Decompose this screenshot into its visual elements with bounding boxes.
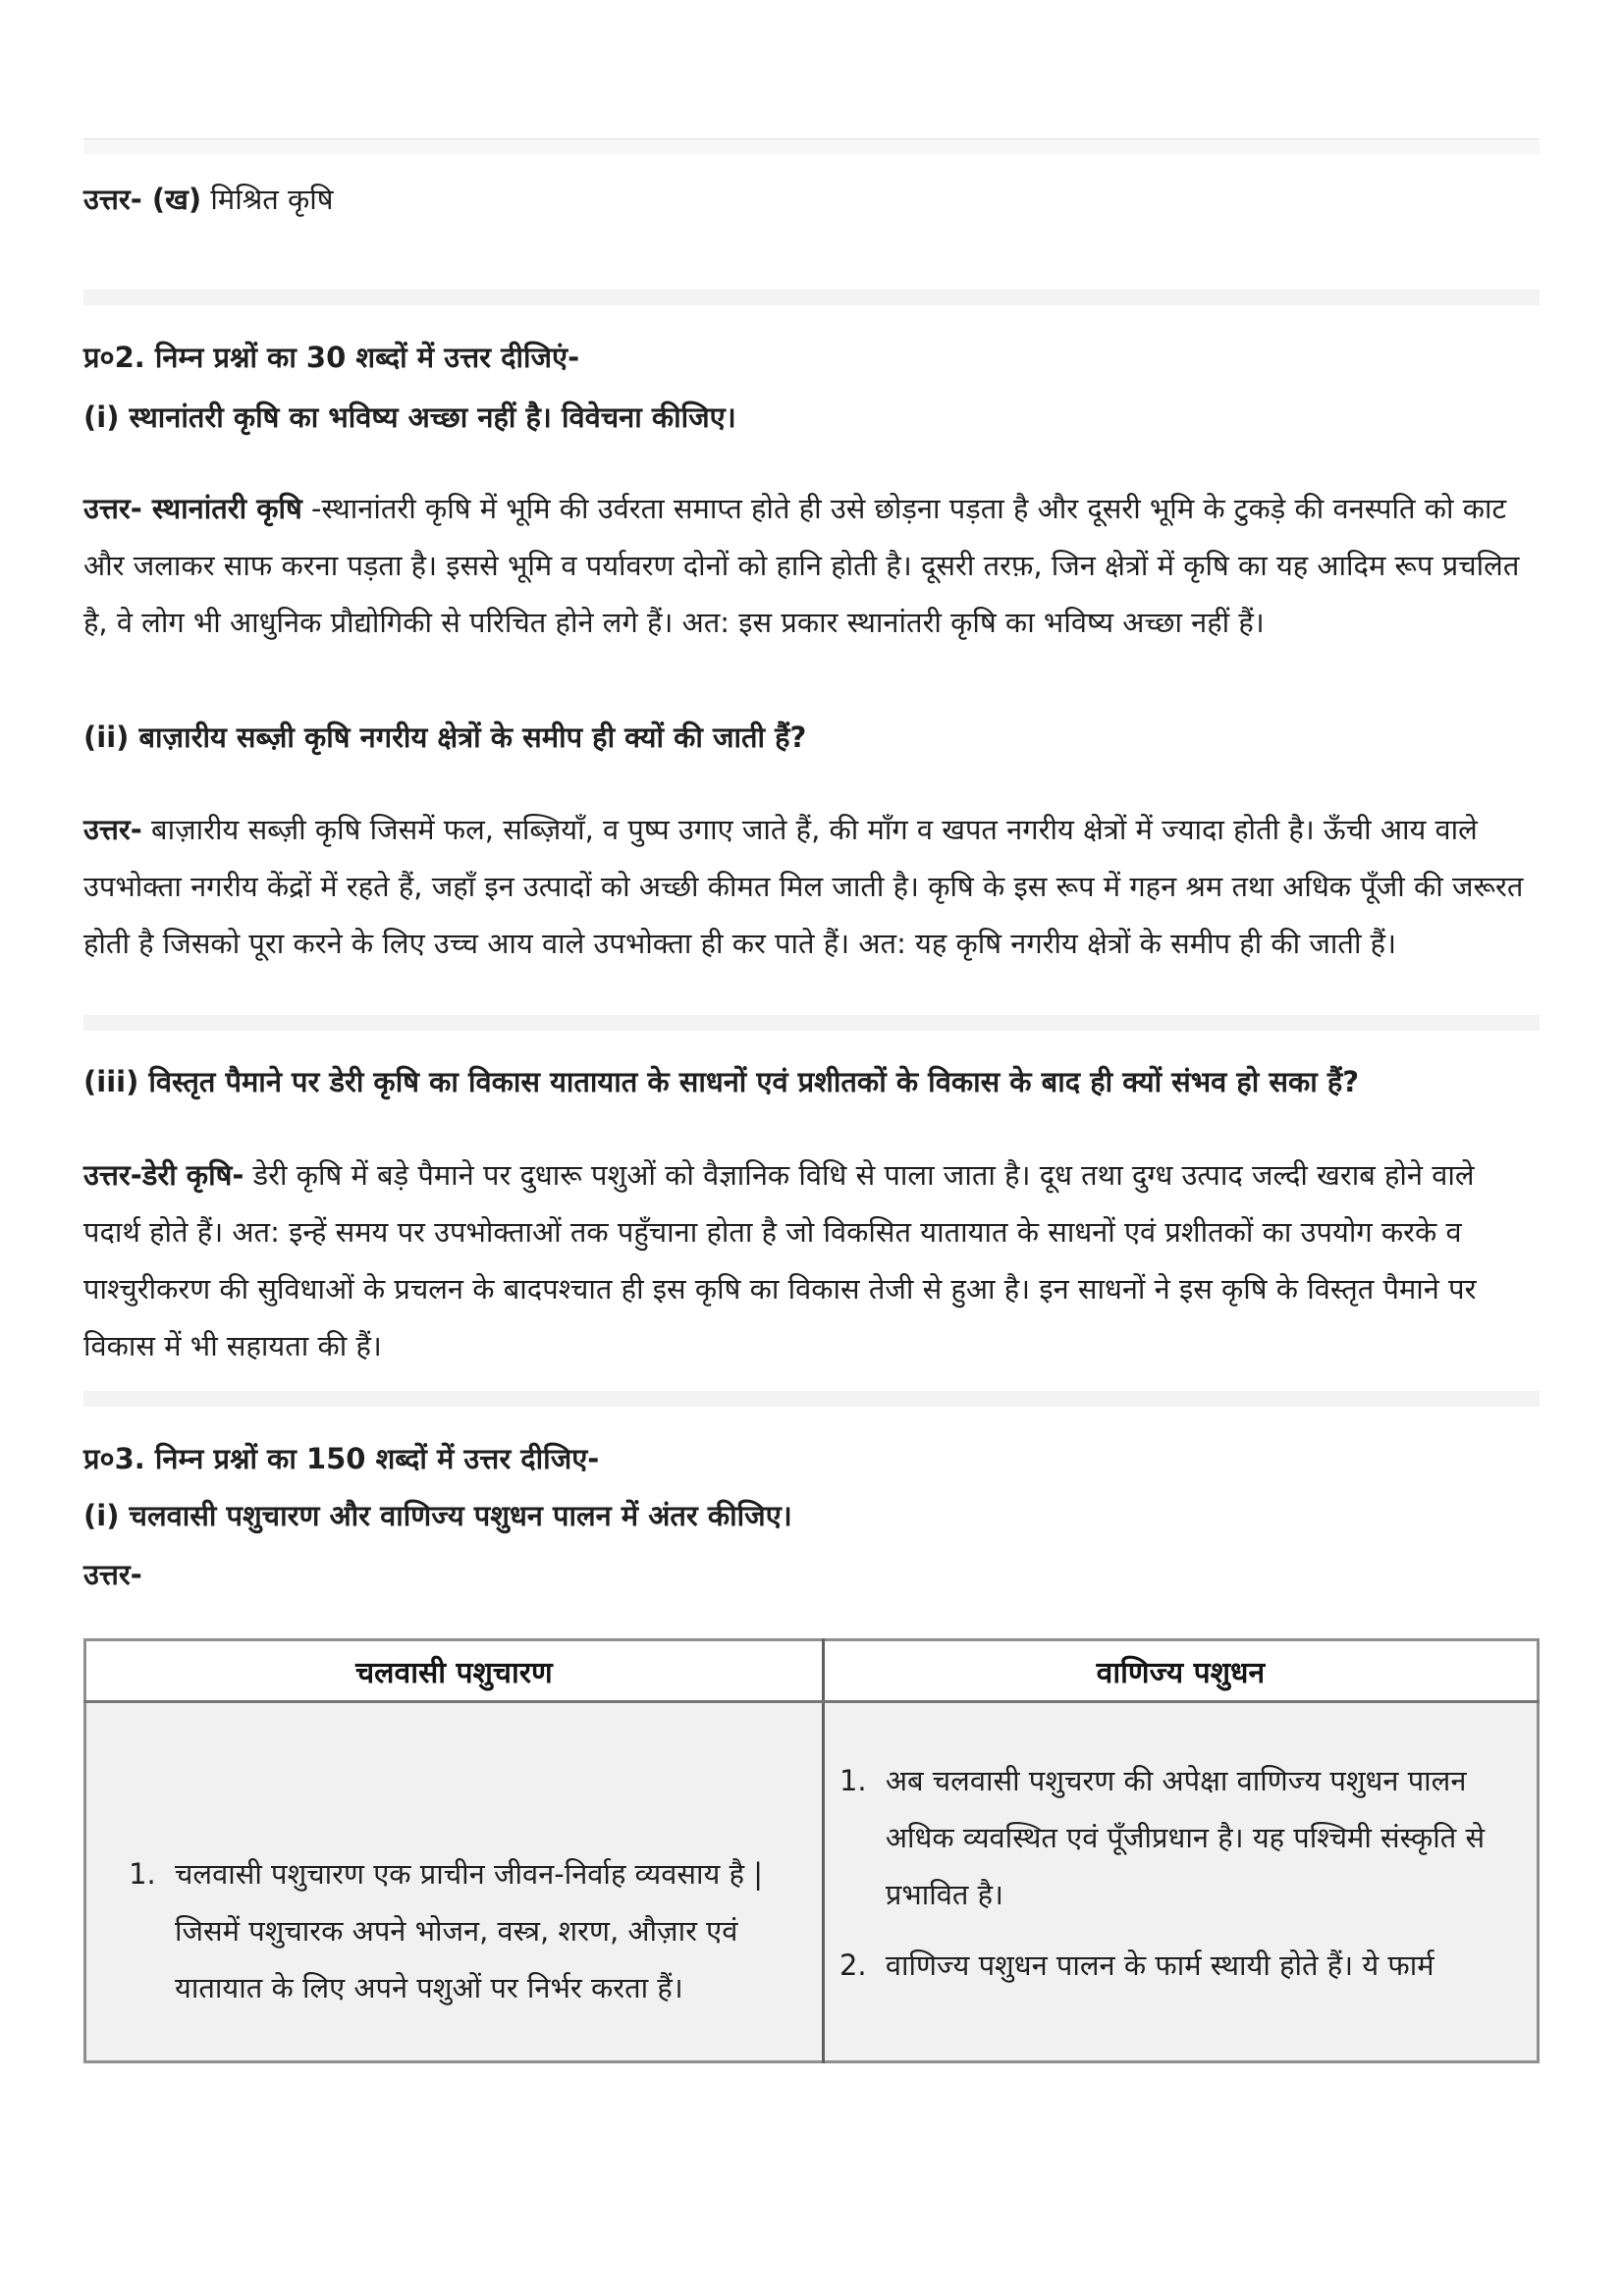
table-cell-vanijya (823, 1702, 1538, 2062)
q2-iii-question: (iii) विस्तृत पैमाने पर डेरी कृषि का विकास यातायात के साधनों एवं प्रशीतकों के विकास के बाद ही क्यों संभव हो सका हैं? (83, 1065, 1360, 1098)
q1-answer-line (83, 180, 1540, 219)
q3-answer-label: उत्तर- (83, 1558, 142, 1591)
q2-ii-answer-lead: उत्तर- (83, 813, 142, 846)
q2-heading: प्र०2. निम्न प्रश्नों का 30 शब्दों में उत्तर दीजिएं- (83, 341, 580, 374)
q2-iii-answer-lead: उत्तर-डेरी कृषि- (83, 1158, 244, 1192)
table-cell-chalvasi (85, 1702, 824, 2062)
q2-iii-answer (83, 1147, 1540, 1374)
list-item: 1. अब चलवासी पशुचरण की अपेक्षा वाणिज्य पशुधन पालन अधिक व्यवस्थित एवं पूँजीप्रधान है। यह पश्चिमी संस्कृति से प्रभावित है। (876, 1752, 1512, 1923)
q2-iii-answer-text: डेरी कृषि में बड़े पैमाने पर दुधारू पशुओं को वैज्ञानिक विधि से पाला जाता है। दूध तथा दुग्ध उत्पाद जल्दी खराब होने वाले पदार्थ होते हैं। अत: इन्हें समय पर उपभोक्ताओं तक पहुँचाना होता है जो विकसित यातायात के साधनों एवं प्रशीतकों का उपयोग करके व पाश्चुरीकरण की सुविधाओं के प्रचलन के बादपश्चात ही इस कृषि का विकास तेजी से हुआ है। इन साधनों ने इस कृषि के विस्तृत पैमाने पर विकास में भी सहायता की हैं। (83, 1158, 1477, 1362)
list-item: 1. चलवासी पशुचारण एक प्राचीन जीवन-निर्वाह व्यवसाय है | जिसमें पशुचारक अपने भोजन, वस्त्र, शरण, औज़ार एवं यातायात के लिए अपने पशुओं पर निर्भर करता हैं। (165, 1845, 792, 2016)
chalvasi-list (124, 1845, 792, 2016)
q2-ii-answer (83, 801, 1540, 972)
q2-ii-question: (ii) बाज़ारीय सब्ज़ी कृषि नगरीय क्षेत्रों के समीप ही क्यों की जाती हैं? (83, 721, 807, 754)
q1-answer-text: मिश्रित कृषि (201, 183, 334, 216)
table-header-chalvasi: चलवासी पशुचारण (85, 1640, 824, 1702)
q1-answer-label: उत्तर- (ख) (83, 183, 202, 216)
q2-ii-answer-text: बाज़ारीय सब्ज़ी कृषि जिसमें फल, सब्ज़ियाँ, व पुष्प उगाए जाते हैं, की माँग व खपत नगरीय क्षेत्रों में ज्यादा होती है। ऊँची आय वाले उपभोक्ता नगरीय केंद्रों में रहते हैं, जहाँ इन उत्पादों को अच्छी कीमत मिल जाती है। कृषि के इस रूप में गहन श्रम तथा अधिक पूँजी की जरूरत होती है जिसको पूरा करने के लिए उच्च आय वाले उपभोक्ता ही कर पाते हैं। अत: यह कृषि नगरीय क्षेत्रों के समीप ही की जाती हैं। (83, 813, 1524, 960)
q2-i-answer-lead: उत्तर- स्थानांतरी कृषि (83, 492, 302, 525)
table-body-row (85, 1702, 1539, 2062)
section-separator (83, 290, 1540, 305)
q2-i-answer-text: -स्थानांतरी कृषि में भूमि की उर्वरता समाप्त होते ही उसे छोड़ना पड़ता है और दूसरी भूमि के टुकड़े की वनस्पति को काट और जलाकर साफ करना पड़ता है। इससे भूमि व पर्यावरण दोनों को हानि होती है। दूसरी तरफ़, जिन क्षेत्रों में कृषि का यह आदिम रूप प्रचलित है, वे लोग भी आधुनिक प्रौद्योगिकी से परिचित होने लगे हैं। अत: इस प्रकार स्थानांतरी कृषि का भविष्य अच्छा नहीं हैं। (83, 492, 1520, 639)
table-header-vanijya: वाणिज्य पशुधन (823, 1640, 1538, 1702)
section-separator (83, 1015, 1540, 1031)
q2-i-answer (83, 480, 1540, 651)
list-item: 2. वाणिज्य पशुधन पालन के फार्म स्थायी होते हैं। ये फार्म (876, 1937, 1512, 1994)
q2-i-question: (i) स्थानांतरी कृषि का भविष्य अच्छा नहीं है। विवेचना कीजिए। (83, 400, 736, 434)
section-separator (83, 138, 1540, 154)
q3-heading: प्र०3. निम्न प्रश्नों का 150 शब्दों में उत्तर दीजिए- (83, 1442, 600, 1475)
comparison-table (83, 1638, 1540, 2063)
section-separator (83, 1391, 1540, 1407)
table-header-row (85, 1640, 1539, 1702)
vanijya-list (835, 1752, 1512, 1994)
q3-i-question: (i) चलवासी पशुचारण और वाणिज्य पशुधन पालन में अंतर कीजिए। (83, 1499, 792, 1532)
